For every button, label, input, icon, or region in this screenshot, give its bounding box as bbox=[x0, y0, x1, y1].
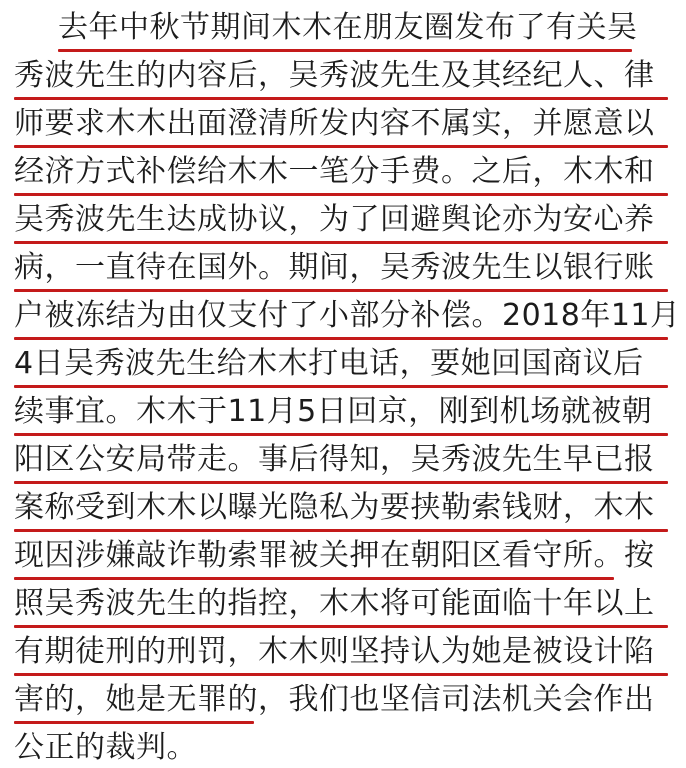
red-underline-15 bbox=[14, 721, 254, 724]
text-line-1: 去年中秋节期间木木在朋友圈发布了有关吴 bbox=[58, 10, 638, 45]
red-underline-6 bbox=[14, 289, 668, 292]
red-underline-8 bbox=[14, 385, 668, 388]
text-line-15: 害的，她是无罪的，我们也坚信司法机关会作出 bbox=[14, 682, 655, 717]
red-underline-13 bbox=[14, 625, 668, 628]
text-line-14: 有期徒刑的刑罚，木木则坚持认为她是被设计陷 bbox=[14, 634, 655, 669]
red-underline-5 bbox=[14, 241, 668, 244]
text-line-2: 秀波先生的内容后，吴秀波先生及其经纪人、律 bbox=[14, 58, 655, 93]
text-line-7: 户被冻结为由仅支付了小部分补偿。2018年11月 bbox=[14, 298, 681, 333]
text-line-6: 病，一直待在国外。期间，吴秀波先生以银行账 bbox=[14, 250, 655, 285]
text-line-5: 吴秀波先生达成协议，为了回避舆论亦为安心养 bbox=[14, 202, 655, 237]
red-underline-1 bbox=[58, 49, 632, 52]
red-underline-12 bbox=[14, 577, 614, 580]
red-underline-2 bbox=[14, 97, 668, 100]
text-line-11: 案称受到木木以曝光隐私为要挟勒索钱财，木木 bbox=[14, 490, 655, 525]
text-line-16: 公正的裁判。 bbox=[14, 730, 197, 765]
text-line-3: 师要求木木出面澄清所发内容不属实，并愿意以 bbox=[14, 106, 655, 141]
red-underline-9 bbox=[14, 433, 668, 436]
red-underline-11 bbox=[14, 529, 668, 532]
text-line-12: 现因涉嫌敲诈勒索罪被关押在朝阳区看守所。按 bbox=[14, 538, 655, 573]
red-underline-14 bbox=[14, 673, 668, 676]
red-underline-7 bbox=[14, 337, 668, 340]
text-line-13: 照吴秀波先生的指控，木木将可能面临十年以上 bbox=[14, 586, 655, 621]
text-line-8: 4日吴秀波先生给木木打电话，要她回国商议后 bbox=[14, 346, 644, 381]
text-line-10: 阳区公安局带走。事后得知，吴秀波先生早已报 bbox=[14, 442, 655, 477]
text-line-4: 经济方式补偿给木木一笔分手费。之后，木木和 bbox=[14, 154, 655, 189]
text-line-9: 续事宜。木木于11月5日回京，刚到机场就被朝 bbox=[14, 394, 653, 429]
red-underline-4 bbox=[14, 193, 668, 196]
red-underline-10 bbox=[14, 481, 668, 484]
red-underline-3 bbox=[14, 145, 668, 148]
